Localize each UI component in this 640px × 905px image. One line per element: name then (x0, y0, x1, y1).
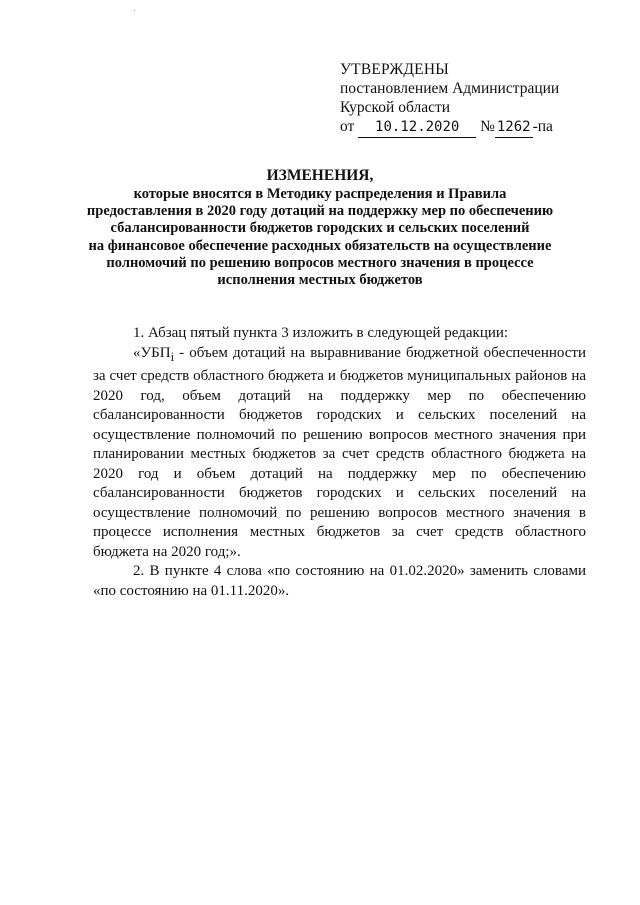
subtitle-line: на финансовое обеспечение расходных обязательств на осуществление (88, 237, 552, 254)
approval-heading: УТВЕРЖДЕНЫ (340, 61, 449, 78)
subtitle-line: исполнения местных бюджетов (217, 272, 423, 289)
formula-subscript: i (170, 349, 175, 364)
subtitle-line: предоставления в 2020 году дотаций на поддержку мер по обеспечению (86, 203, 554, 220)
number-prefix: № (480, 118, 495, 135)
subtitle-line: которые вносятся в Методику распределения и Правила (133, 186, 507, 202)
document-body (93, 324, 586, 601)
subtitle-line: сбалансированности бюджетов городских и сельских поселений (110, 220, 530, 237)
approval-line-3: Курской области (340, 99, 451, 116)
approval-date: 10.12.2020 (358, 118, 476, 138)
subtitle-line: полномочий по решению вопросов местного значения в процессе (106, 254, 534, 271)
approval-date-line (340, 117, 559, 138)
document-title: ИЗМЕНЕНИЯ, (266, 167, 374, 184)
date-prefix: от (340, 118, 355, 135)
paragraph-2 (93, 344, 586, 563)
approval-number: 1262 (495, 118, 533, 138)
document-subtitle (80, 186, 560, 289)
paragraph-2-text: - объем дотаций на выравнивание бюджетной обеспеченности за счет средств областного бюджета и бюджетов муниципальных районов на 2020 год, объем дотаций на поддержку мер по обеспечению сбалансированности бюджетов городских и сельских поселений на осуществление полномочий по решению вопросов местного значения при планировании местных бюджетов за счет средств областного бюджета на 2020 год и объем дотаций на поддержку мер по обеспечению сбалансированности бюджетов городских и сельских поселений на осуществление полномочий по решению вопросов местного значения в процессе исполнения местных бюджетов за счет средств областного бюджета на 2020 год;». (93, 344, 586, 560)
paragraph-3: 2. В пункте 4 слова «по состоянию на 01.02.2020» заменить словами «по состоянию на 01.11.2020». (93, 563, 586, 599)
formula-symbol: «УБП (133, 344, 171, 361)
number-suffix: -па (532, 118, 553, 135)
paragraph-1: 1. Абзац пятый пункта 3 изложить в следующей редакции: (133, 325, 509, 341)
scan-speck (134, 10, 135, 11)
approval-stamp (340, 60, 559, 138)
approval-line-2: постановлением Администрации (340, 80, 560, 97)
